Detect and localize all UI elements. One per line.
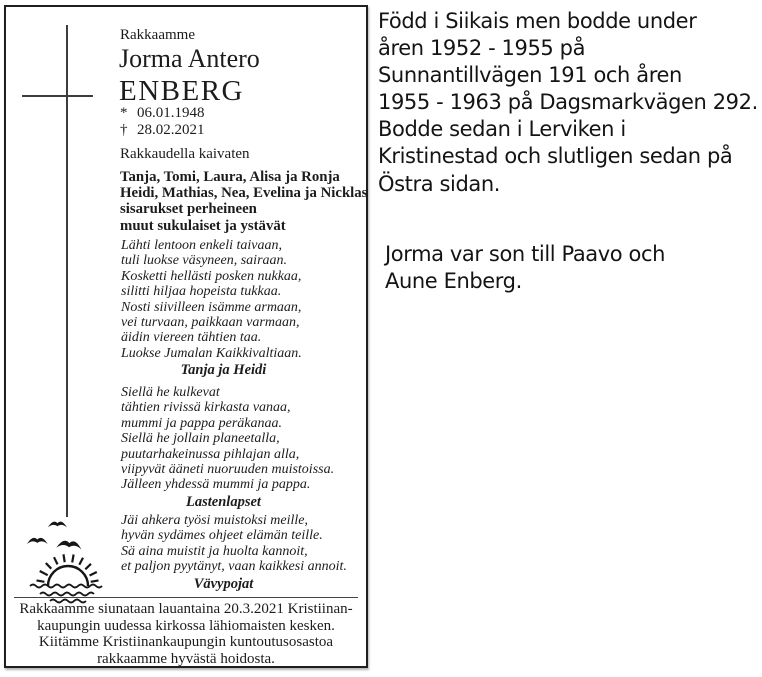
poem-line: Luokse Jumalan Kaikkivaltiaan.	[121, 345, 302, 361]
born-star-icon: *	[120, 105, 128, 121]
biography-line: Kristinestad och slutligen sedan på	[378, 144, 733, 169]
biography-line: Född i Siikais men bodde under	[378, 9, 697, 33]
poem-2-lines	[121, 385, 335, 493]
mourning-intro: Rakkaudella kaivaten	[120, 146, 250, 162]
birth-date: 06.01.1948	[137, 105, 205, 121]
mourner-line: Tanja, Tomi, Laura, Alisa ja Ronja	[120, 169, 340, 185]
poem-1	[121, 238, 326, 378]
poem-line: Siellä he kulkevat	[121, 385, 220, 400]
poem-2-signature: Lastenlapset	[186, 493, 261, 510]
bird-icons	[27, 522, 82, 550]
footer-divider	[14, 597, 358, 598]
biography-paragraph-1	[378, 8, 758, 198]
cross-vertical-bar	[66, 25, 68, 517]
poem-line: Jäi ahkera työsi muistoksi meille,	[121, 513, 309, 528]
birth-date-row	[120, 105, 205, 122]
death-date-row	[120, 122, 205, 139]
biography-line: åren 1952 - 1955 på	[378, 36, 586, 61]
poem-2	[121, 385, 335, 510]
poem-line: Lähti lentoon enkeli taivaan,	[121, 238, 282, 253]
poem-3-signature: Vävypojat	[193, 575, 254, 592]
biography-line: Aune Enberg.	[385, 269, 522, 294]
mourners-list	[120, 169, 367, 234]
poem-3-lines	[121, 513, 347, 575]
biography-line: Jorma var son till Paavo och	[385, 242, 666, 266]
poem-line: Sä aina muistit ja huolta kannoit,	[121, 543, 308, 559]
eyebrow-label: Rakkaamme	[120, 27, 195, 43]
biography-line: Sunnantillvägen 191 och åren	[378, 63, 682, 88]
obituary-card	[4, 5, 368, 668]
poem-line: Kosketti hellästi posken nukkaa,	[121, 268, 302, 284]
poem-line: tuli luokse väsyneen, sairaan.	[121, 253, 288, 269]
poem-line: viipyvät ääneti nuoruuden muistoissa.	[121, 462, 335, 478]
funeral-notice-line: kaupungin uudessa kirkossa lähiomaisten kesken.	[37, 617, 335, 634]
funeral-notice	[8, 601, 364, 667]
funeral-notice-line: rakkaamme hyvästä hoidosta.	[97, 650, 275, 667]
mourner-line: muut sukulaiset ja ystävät	[120, 217, 286, 234]
poem-1-signature: Tanja ja Heidi	[180, 362, 267, 379]
poem-line: vei turvaan, paikkaan varmaan,	[121, 315, 300, 331]
death-dagger-icon: †	[120, 121, 128, 138]
mourner-line: Heidi, Mathias, Nea, Evelina ja Nicklas	[120, 185, 368, 202]
biography-line: Bodde sedan i Lerviken i	[378, 117, 626, 142]
biography-paragraph-2	[385, 241, 665, 295]
poem-line: mummi ja pappa peräkanaa.	[121, 415, 282, 431]
poem-1-lines	[121, 238, 326, 361]
poem-line: Nosti siivilleen isämme armaan,	[121, 299, 302, 315]
deceased-surname: ENBERG	[119, 75, 244, 107]
biography-line: 1955 - 1963 på Dagsmarkvägen 292.	[378, 90, 758, 115]
poem-3	[121, 513, 347, 592]
life-dates	[120, 105, 205, 138]
sun-icon	[48, 566, 88, 586]
poem-line: silitti hiljaa hopeista tukkaa.	[121, 284, 282, 300]
funeral-notice-line: Kiitämme Kristiinankaupungin kuntoutusosastoa	[38, 634, 334, 650]
mourner-line: sisarukset perheineen	[120, 201, 257, 218]
poem-line: et paljon pyytänyt, vaan kaikkesi annoit.	[121, 559, 347, 575]
poem-line: tähtien rivissä kirkasta vanaa,	[121, 400, 291, 416]
poem-line: Jälleen yhdessä mummi ja pappa.	[121, 477, 311, 493]
poem-line: äidin viereen tähtien taa.	[121, 330, 262, 346]
cross-horizontal-bar	[22, 95, 93, 97]
deceased-first-names: Jorma Antero	[119, 44, 260, 73]
obituary-card-content	[6, 7, 366, 666]
poem-line: Siellä he jollain planeetalla,	[121, 431, 280, 447]
poem-line: puutarhakeinussa pihlajan alla,	[121, 446, 300, 462]
funeral-notice-line: Rakkaamme siunataan lauantaina 20.3.2021 Kristiinan-	[19, 601, 353, 617]
biography-line: Östra sidan.	[378, 171, 501, 196]
poem-line: hyvän sydämes ohjeet elämän teille.	[121, 528, 323, 544]
death-date: 28.02.2021	[137, 121, 205, 138]
water-waves	[30, 585, 102, 603]
